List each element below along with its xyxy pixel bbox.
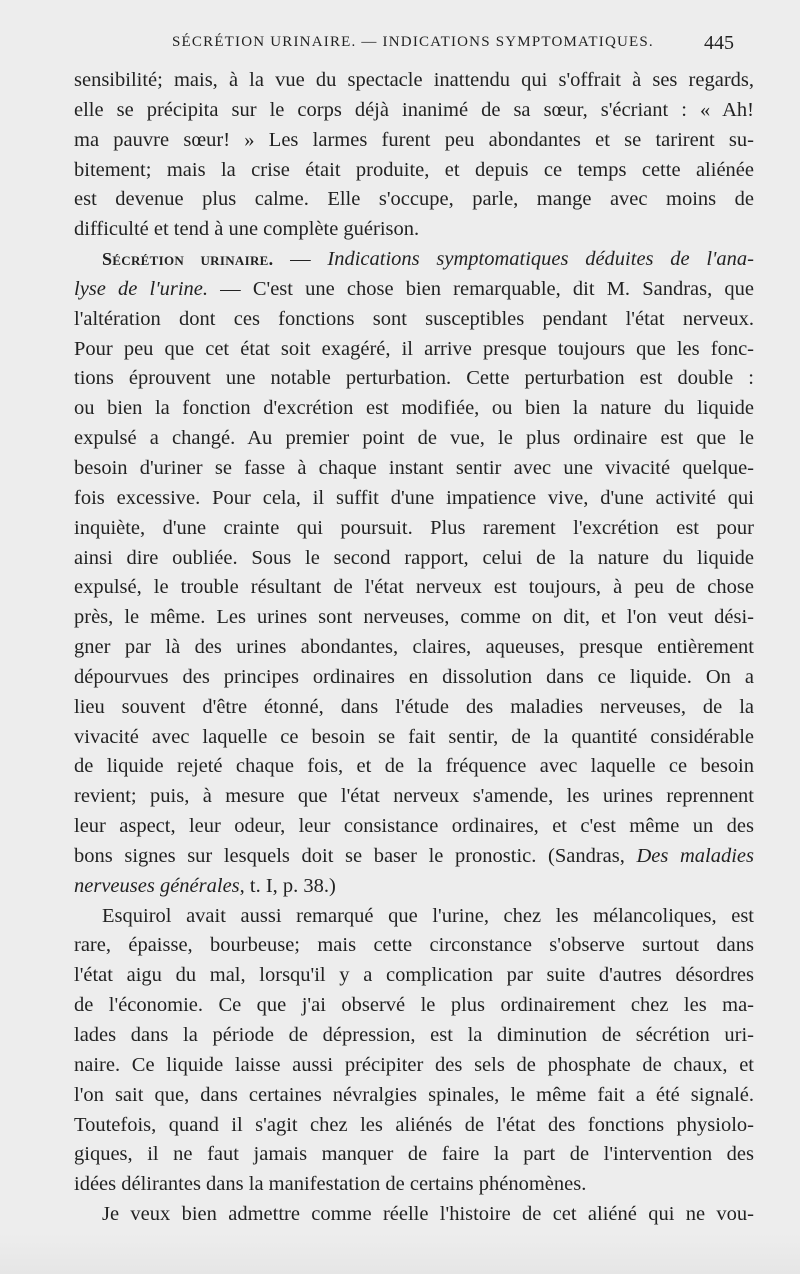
section-paragraph — [74, 245, 754, 902]
text-line: gner par là des urines abondantes, claires, aqueuses, presque entièrement — [74, 636, 754, 659]
text-line: bitement; mais la crise était produite, et depuis ce temps cette aliénée — [74, 158, 754, 181]
text-line: sensibilité; mais, à la vue du spectacle inattendu qui s'offrait à ses regards, — [74, 69, 754, 91]
text-line: difficulté et tend à une complète guérison. — [74, 218, 420, 241]
text-line: Je veux bien admettre comme réelle l'histoire de cet aliéné qui ne vou- — [102, 1203, 754, 1226]
text-line: ou bien la fonction d'excrétion est modifiée, ou bien la nature du liquide — [74, 397, 754, 420]
running-title: SÉCRÉTION URINAIRE. — INDICATIONS SYMPTOMATIQUES. — [172, 34, 654, 50]
text-line: rare, épaisse, bourbeuse; mais cette circonstance s'observe surtout dans — [74, 934, 754, 957]
section-subtitle-end: lyse de l'urine. — [74, 277, 209, 300]
cited-title-end: nerveuses générales — [74, 874, 240, 897]
text-line: de l'économie. Ce que j'ai observé le plus ordinairement chez les ma- — [74, 994, 754, 1017]
page-number: 445 — [704, 32, 734, 54]
text-line: inquiète, d'une crainte qui poursuit. Plus rarement l'excrétion est pour — [74, 516, 754, 539]
text-line: lades dans la période de dépression, est la diminution de sécrétion uri- — [74, 1024, 754, 1046]
text-line: idées délirantes dans la manifestation de certains phénomènes. — [74, 1173, 587, 1196]
cited-title: Des maladies — [636, 844, 754, 867]
citation-reference: , t. I, p. 38.) — [239, 874, 336, 897]
text-line: naire. Ce liquide laisse aussi précipiter des sels de phosphate de chaux, et — [74, 1053, 754, 1076]
section-subtitle: Indications symptomatiques déduites de l'ana- — [327, 248, 754, 271]
text-line: près, le même. Les urines sont nerveuses, comme on dit, et l'on veut dési- — [74, 606, 754, 629]
text-line: elle se précipita sur le corps déjà inanimé de sa sœur, s'écriant : « Ah! — [74, 98, 754, 121]
page-bottom-edge — [0, 1234, 800, 1274]
text-span: bons signes sur lesquels doit se baser le pronostic. (Sandras, — [74, 844, 637, 867]
text-line: ainsi dire oubliée. Sous le second rapport, celui de la nature du liquide — [74, 546, 754, 569]
heading-dash: — — [273, 248, 328, 271]
text-span: — C'est une chose bien remarquable, dit M. Sandras, que — [208, 277, 754, 300]
paragraph-continuation — [74, 66, 754, 245]
text-line: dépourvues des principes ordinaires en dissolution dans ce liquide. On a — [74, 665, 754, 688]
paragraph — [74, 902, 754, 1200]
text-line: revient; puis, à mesure que l'état nerveux s'amende, les urines reprennent — [74, 785, 754, 808]
text-line: Pour peu que cet état soit exagéré, il arrive presque toujours que les fonc- — [74, 337, 754, 360]
text-line: expulsé a changé. Au premier point de vue, le plus ordinaire est que le — [74, 427, 754, 450]
text-line: fois excessive. Pour cela, il suffit d'une impatience vive, d'une activité qui — [74, 486, 754, 509]
text-line: Esquirol avait aussi remarqué que l'urine, chez les mélancoliques, est — [102, 904, 754, 927]
running-header — [0, 34, 800, 60]
text-line: leur aspect, leur odeur, leur consistance ordinaires, et c'est même un des — [74, 815, 754, 838]
text-line: est devenue plus calme. Elle s'occupe, parle, mange avec moins de — [74, 188, 754, 211]
text-line: l'altération dont ces fonctions sont susceptibles pendant l'état nerveux. — [74, 307, 754, 330]
text-line: expulsé, le trouble résultant de l'état nerveux est toujours, à peu de chose — [74, 576, 754, 599]
text-line: vivacité avec laquelle ce besoin se fait sentir, de la quantité considérable — [74, 725, 754, 748]
text-line: giques, il ne faut jamais manquer de faire la part de l'intervention des — [74, 1143, 754, 1166]
section-heading-line — [74, 245, 754, 275]
text-line: lieu souvent d'être étonné, dans l'étude des maladies nerveuses, de la — [74, 695, 754, 718]
text-line: Toutefois, quand il s'agit chez les aliénés de l'état des fonctions physiolo- — [74, 1113, 754, 1136]
text-line: besoin d'uriner se fasse à chaque instant sentir avec une vivacité quelque- — [74, 456, 754, 479]
text-line — [74, 275, 754, 305]
text-line: l'état aigu du mal, lorsqu'il y a complication par suite d'autres désordres — [74, 964, 754, 987]
section-heading: Sécrétion urinaire. — [102, 249, 274, 270]
text-line — [74, 872, 754, 902]
body-text — [74, 66, 754, 1260]
text-line: l'on sait que, dans certaines névralgies spinales, le même fait a été signalé. — [74, 1083, 754, 1106]
text-line: tions éprouvent une notable perturbation. Cette perturbation est double : — [74, 367, 754, 390]
text-line: de liquide rejeté chaque fois, et de la fréquence avec laquelle ce besoin — [74, 755, 754, 778]
text-line — [74, 842, 754, 872]
text-line: ma pauvre sœur! » Les larmes furent peu abondantes et se tarirent su- — [74, 128, 754, 151]
